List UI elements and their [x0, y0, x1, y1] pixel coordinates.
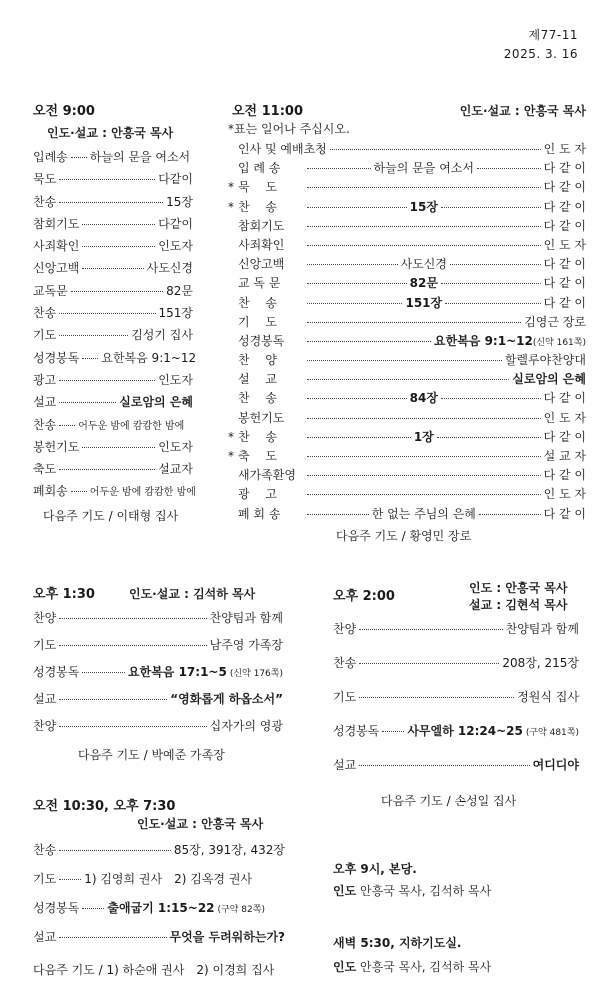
item-value: 인 도 자 — [543, 237, 586, 252]
item-label: 기 도 — [238, 314, 277, 329]
service-preacher: 설교 : 김현석 목사 — [469, 598, 568, 612]
item-detail: 하늘의 문을 여소서 — [373, 161, 474, 176]
night-meeting-title: 오후 9시, 본당. — [333, 862, 417, 876]
list-item — [228, 159, 586, 178]
item-label: 폐회송 — [33, 484, 68, 499]
list-item — [228, 389, 586, 408]
dawn-meeting-leaders: 안흥국 목사, 김석하 목사 — [360, 960, 492, 974]
issue-date: 2025. 3. 16 — [503, 47, 578, 61]
item-value: 151장 — [158, 306, 193, 321]
item-detail: 한 없는 주님의 은혜 — [371, 506, 476, 521]
item-value: 다같이 — [158, 172, 193, 187]
item-value: 다 같 이 — [543, 276, 587, 291]
leader-dots — [59, 402, 116, 403]
leader-dots — [307, 226, 541, 227]
next-week-prayer: 다음주 기도 / 손성일 집사 — [381, 794, 517, 808]
item-detail: 82문 — [409, 276, 438, 291]
item-label: 찬양 — [33, 719, 57, 733]
service-leader: 인도·설교 : 안흥국 목사 — [47, 126, 174, 140]
item-label: 폐 회 송 — [238, 506, 281, 521]
leader-dots — [359, 697, 514, 698]
list-item — [333, 654, 579, 688]
service-time: 오전 11:00 — [232, 104, 304, 119]
item-label: 성경봉독 — [33, 901, 80, 915]
item-label: 찬 송 — [238, 429, 277, 444]
list-item — [333, 756, 579, 790]
issue-number: 제77-11 — [528, 28, 578, 42]
order-of-service — [333, 620, 579, 790]
leader-dots — [330, 149, 541, 150]
item-value: 인 도 자 — [543, 142, 586, 156]
item-label: 찬송 — [33, 843, 57, 857]
leader-dots — [59, 726, 206, 727]
item-reference: (구약 82쪽) — [217, 905, 265, 915]
item-value: 15장 — [166, 194, 193, 209]
item-label: 설교 — [33, 395, 57, 410]
order-of-service — [33, 841, 285, 957]
list-item — [228, 313, 586, 332]
leader-dots — [307, 456, 541, 457]
item-value: 인 도 자 — [543, 410, 586, 425]
item-label: 성경봉독 — [33, 350, 80, 365]
item-value: 실로암의 은혜 — [512, 372, 586, 387]
leader-dots — [307, 514, 369, 515]
list-item — [228, 198, 586, 217]
list-item — [228, 351, 586, 370]
item-value: 인도자 — [158, 239, 193, 254]
leader-dots — [359, 765, 529, 766]
leader-dots — [82, 908, 104, 909]
service-leader: 인도·설교 : 안흥국 목사 — [137, 817, 264, 831]
item-label: 묵도 — [33, 172, 57, 187]
leader-dots — [307, 360, 502, 361]
item-value: 남주영 가족장 — [209, 638, 283, 652]
item-value: 찬양팀과 함께 — [209, 611, 283, 625]
leader-dots — [59, 425, 75, 426]
leader-dots — [382, 731, 404, 732]
item-value: 인 도 자 — [543, 487, 586, 502]
next-week-prayer: 다음주 기도 / 이태형 집사 — [43, 508, 179, 523]
item-value: 다 같 이 — [543, 199, 587, 214]
list-item — [33, 636, 283, 663]
leader-dots — [82, 224, 155, 225]
item-label: 묵 도 — [238, 180, 277, 195]
list-item — [33, 460, 193, 482]
leader-dots — [307, 303, 402, 304]
standing-mark: * — [228, 180, 234, 195]
leader-dots — [82, 246, 155, 247]
item-label: 기도 — [33, 328, 57, 343]
item-value: 사무엘하 12:24~25 — [407, 724, 523, 738]
item-value: 김성기 집사 — [131, 328, 193, 343]
dawn-meeting-leaders-label: 인도 — [333, 960, 357, 974]
leader-dots — [307, 398, 407, 399]
list-item — [228, 255, 586, 274]
list-item — [33, 304, 193, 326]
leader-dots — [82, 672, 125, 673]
list-item — [333, 688, 579, 722]
standing-mark: * — [228, 449, 234, 463]
leader-dots — [59, 618, 206, 619]
item-value: 다 같 이 — [543, 295, 586, 310]
list-item — [33, 371, 193, 393]
item-value: 208장, 215장 — [502, 656, 579, 670]
leader-dots — [359, 629, 502, 630]
item-detail: 84장 — [409, 391, 438, 406]
list-item — [33, 349, 197, 371]
service-11am — [228, 100, 586, 544]
item-label: 찬송 — [33, 417, 57, 432]
list-item — [33, 928, 285, 957]
leader-dots — [59, 645, 206, 646]
leader-dots — [359, 663, 499, 664]
list-item — [33, 148, 193, 170]
list-item — [33, 170, 193, 192]
bulletin-header — [504, 26, 578, 64]
item-value: 요한복음 17:1~5 — [128, 665, 227, 679]
service-time: 오전 9:00 — [33, 104, 95, 119]
item-value: 하늘의 문을 여소서 — [89, 150, 191, 164]
item-label: 찬송 — [33, 306, 57, 321]
list-item — [33, 193, 193, 215]
item-label: 찬 송 — [238, 199, 277, 214]
item-label: 성경봉독 — [33, 665, 80, 679]
list-item — [33, 282, 193, 304]
leader-dots — [59, 313, 155, 314]
item-value: 다 같 이 — [543, 180, 586, 195]
leader-dots — [59, 179, 155, 180]
leader-dots — [59, 699, 167, 700]
list-item — [33, 690, 283, 717]
item-detail: 1장 — [413, 429, 434, 444]
item-label: 교독문 — [33, 283, 68, 298]
item-label: 기도 — [33, 638, 57, 652]
leader-dots — [59, 380, 155, 381]
list-item — [228, 140, 586, 159]
item-label: 봉헌기도 — [238, 410, 285, 425]
list-item — [33, 393, 193, 415]
item-value: 1) 김영희 권사 2) 김옥경 권사 — [84, 872, 252, 886]
leader-dots — [82, 358, 98, 359]
next-week-prayer: 다음주 기도 / 1) 하순애 권사 2) 이경희 집사 — [33, 963, 275, 977]
leader-dots — [59, 469, 155, 470]
list-item — [333, 620, 579, 654]
list-item — [228, 332, 586, 351]
item-value: 사도신경 — [146, 261, 193, 276]
item-label: 찬송 — [33, 194, 57, 209]
leader-dots — [59, 937, 166, 938]
item-label: 찬양 — [333, 622, 357, 636]
list-item — [33, 237, 193, 259]
leader-dots — [307, 418, 541, 419]
item-value: 다 같 이 — [543, 257, 586, 272]
leader-dots — [82, 268, 143, 269]
service-leader: 인도·설교 : 김석하 목사 — [128, 587, 256, 601]
item-value: 어두운 밤에 캄캄한 밤에 — [78, 420, 185, 432]
item-value: 설 교 자 — [543, 449, 586, 463]
leader-dots — [445, 303, 540, 304]
leader-dots — [477, 168, 541, 169]
item-value: 김영근 장로 — [524, 314, 586, 329]
item-label: 인사 및 예배초청 — [238, 142, 327, 156]
item-value: 십자가의 영광 — [209, 719, 283, 733]
item-label: 설교 — [33, 692, 57, 706]
item-label: 축도 — [33, 462, 57, 477]
leader-dots — [307, 437, 411, 438]
item-value: 요한복음 9:1~12 — [434, 333, 533, 348]
list-item — [33, 416, 193, 438]
item-reference: (구약 481쪽) — [525, 728, 579, 738]
item-label: 사죄확인 — [238, 237, 285, 252]
item-value: 다 같 이 — [543, 161, 586, 176]
list-item — [228, 505, 586, 524]
leader-dots — [82, 447, 155, 448]
list-item — [33, 215, 193, 237]
item-value: 다같이 — [158, 216, 193, 231]
item-label: 참회기도 — [238, 218, 285, 233]
list-item — [228, 428, 586, 447]
leader-dots — [59, 850, 171, 851]
item-label: 봉헌기도 — [33, 439, 80, 454]
list-item — [33, 870, 285, 899]
item-label: 광고 — [33, 372, 57, 387]
item-label: 참회기도 — [33, 216, 80, 231]
item-value: 할렐루야찬양대 — [504, 353, 586, 368]
leader-dots — [441, 398, 541, 399]
leader-dots — [59, 202, 163, 203]
item-value: 설교자 — [158, 462, 193, 477]
item-detail: 사도신경 — [400, 257, 447, 272]
leader-dots — [71, 491, 87, 492]
item-label: 신앙고백 — [238, 257, 285, 272]
service-2pm — [333, 580, 579, 809]
item-value: 무엇을 두려워하는가? — [169, 930, 285, 944]
list-item — [33, 482, 196, 504]
list-item — [228, 217, 586, 236]
list-item — [33, 438, 193, 460]
item-value: 찬양팀과 함께 — [505, 622, 579, 636]
list-item — [228, 236, 586, 255]
item-value: 인도자 — [158, 439, 193, 454]
list-item — [228, 485, 586, 504]
night-meeting-leaders-label: 인도 — [333, 884, 357, 898]
item-value: 실로암의 은혜 — [119, 395, 193, 410]
item-value: 다 같 이 — [543, 391, 587, 406]
service-leader: 인도·설교 : 안흥국 목사 — [459, 104, 586, 118]
order-of-service — [33, 148, 197, 505]
item-label: 찬 송 — [238, 391, 277, 406]
item-label: 찬 송 — [238, 295, 277, 310]
list-item — [228, 178, 586, 197]
list-item — [33, 841, 285, 870]
item-value: 출애굽기 1:15~22 — [107, 901, 215, 915]
item-label: 기도 — [33, 872, 57, 886]
list-item — [228, 466, 586, 485]
order-of-service — [228, 140, 586, 524]
item-label: 새가족환영 — [238, 468, 296, 483]
item-label: 설교 — [333, 758, 357, 772]
leader-dots — [307, 168, 371, 169]
item-value: 다 같 이 — [543, 429, 587, 444]
item-label: 입례송 — [33, 150, 68, 164]
leader-dots — [307, 245, 541, 246]
item-value: 인도자 — [158, 372, 193, 387]
night-meeting-leaders: 안흥국 목사, 김석하 목사 — [360, 884, 492, 898]
leader-dots — [307, 187, 541, 188]
leader-dots — [437, 437, 541, 438]
leader-dots — [307, 207, 407, 208]
prayer-meetings — [333, 860, 579, 975]
service-1-30pm — [33, 583, 283, 763]
item-reference: (신약 161쪽) — [532, 337, 586, 348]
service-time: 오전 10:30, 오후 7:30 — [33, 799, 176, 814]
item-label: 입 례 송 — [238, 161, 281, 176]
order-of-service — [33, 609, 283, 744]
service-leader: 인도 : 안흥국 목사 — [469, 581, 568, 595]
leader-dots — [59, 335, 128, 336]
item-label: 설교 — [33, 930, 57, 944]
list-item — [33, 899, 285, 928]
standing-note: *표는 일어나 주십시오. — [228, 122, 350, 136]
item-value: 어두운 밤에 캄캄한 밤에 — [89, 487, 196, 499]
leader-dots — [59, 879, 81, 880]
list-item — [33, 663, 283, 690]
service-9am — [33, 100, 197, 524]
standing-mark: * — [228, 429, 234, 444]
item-label: 성경봉독 — [238, 333, 285, 348]
next-week-prayer: 다음주 기도 / 황영민 장로 — [336, 528, 472, 543]
list-item — [228, 447, 586, 466]
item-value: 정원식 집사 — [517, 690, 579, 704]
item-value: 여디디야 — [532, 758, 579, 772]
list-item — [228, 294, 586, 313]
leader-dots — [307, 494, 541, 495]
item-label: 설 교 — [238, 372, 277, 387]
item-label: 사죄확인 — [33, 239, 80, 254]
leader-dots — [71, 157, 87, 158]
list-item — [33, 326, 193, 348]
item-label: 교 독 문 — [238, 276, 281, 291]
list-item — [33, 609, 283, 636]
leader-dots — [307, 379, 509, 380]
item-value: 다 같 이 — [543, 506, 586, 521]
leader-dots — [441, 207, 541, 208]
item-detail: 151장 — [405, 295, 443, 310]
item-value: 85장, 391장, 432장 — [173, 843, 285, 857]
leader-dots — [450, 264, 541, 265]
list-item — [33, 259, 193, 281]
item-label: 찬양 — [33, 611, 57, 625]
item-detail: 15장 — [409, 199, 438, 214]
item-label: 신앙고백 — [33, 261, 80, 276]
item-label: 성경봉독 — [333, 724, 380, 738]
leader-dots — [441, 283, 541, 284]
item-value: 요한복음 9:1~12 — [101, 350, 197, 365]
list-item — [228, 409, 586, 428]
leader-dots — [307, 264, 398, 265]
list-item — [33, 717, 283, 744]
next-week-prayer: 다음주 기도 / 박예준 가족장 — [78, 748, 225, 762]
list-item — [228, 370, 586, 389]
service-time: 오후 2:00 — [333, 589, 395, 604]
service-time: 오후 1:30 — [33, 587, 95, 602]
item-value: 82문 — [166, 283, 193, 298]
list-item — [228, 274, 586, 293]
standing-mark: * — [228, 199, 234, 214]
item-label: 찬송 — [333, 656, 357, 670]
dawn-meeting-title: 새벽 5:30, 지하기도실. — [333, 936, 462, 950]
leader-dots — [307, 475, 541, 476]
item-value: 다 같 이 — [543, 218, 586, 233]
item-label: 찬 양 — [238, 353, 277, 368]
leader-dots — [307, 283, 407, 284]
leader-dots — [307, 341, 431, 342]
item-label: 기도 — [333, 690, 357, 704]
item-reference: (신약 176쪽) — [229, 669, 283, 679]
item-label: 축 도 — [238, 449, 277, 463]
item-value: “영화롭게 하옵소서” — [170, 692, 283, 706]
leader-dots — [307, 322, 521, 323]
item-value: 다 같 이 — [543, 468, 586, 483]
leader-dots — [479, 514, 541, 515]
service-10-30am-7-30pm — [33, 795, 285, 978]
item-label: 광 고 — [238, 487, 277, 502]
list-item — [333, 722, 579, 756]
leader-dots — [71, 291, 163, 292]
